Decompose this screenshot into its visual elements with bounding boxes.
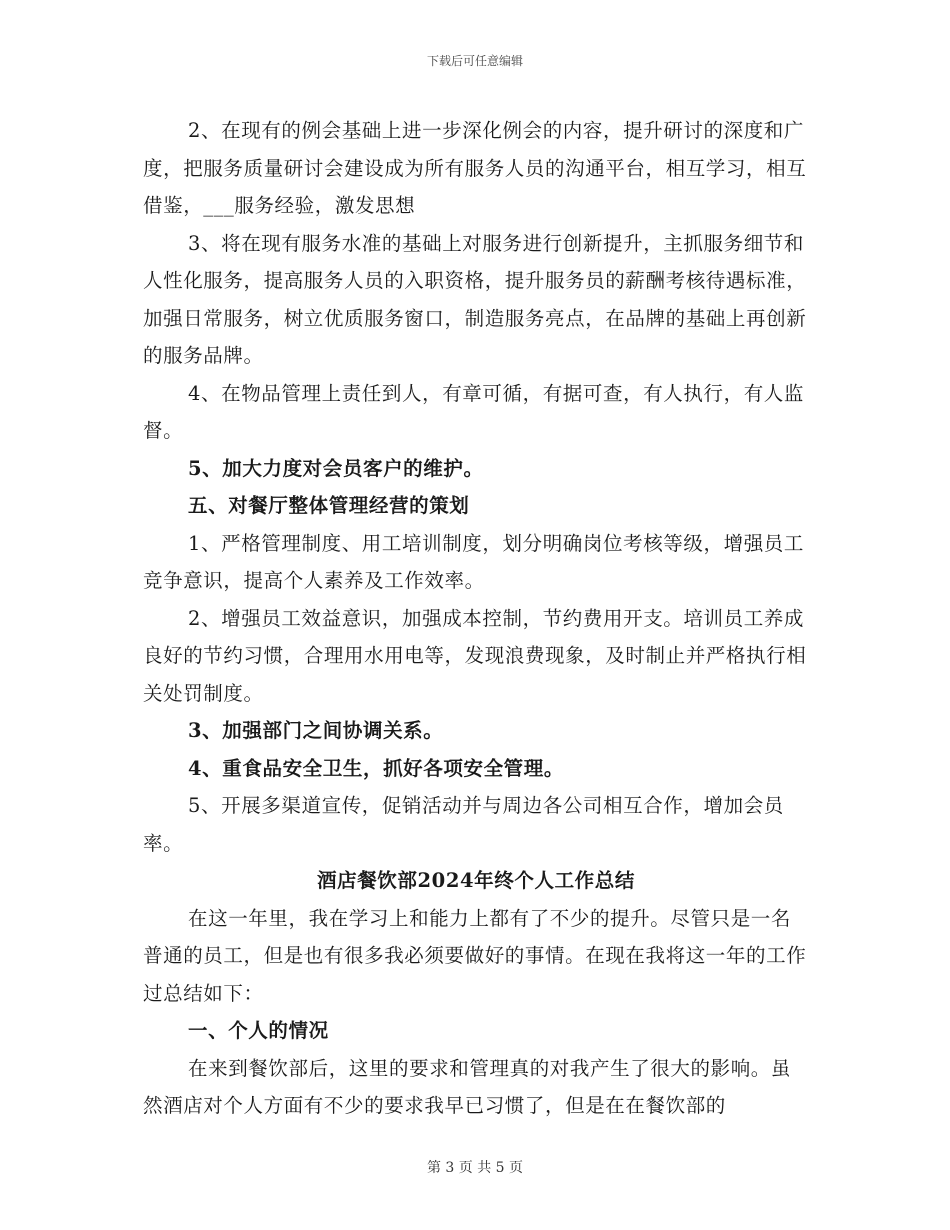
paragraph: 在这一年里，我在学习上和能力上都有了不少的提升。尽管只是一名普通的员工，但是也有很多我必须要做好的事情。在现在我将这一年的工作过总结如下： bbox=[143, 906, 807, 1005]
paragraph: 2、在现有的例会基础上进一步深化例会的内容，提升研讨的深度和广度，把服务质量研讨会建设成为所有服务人员的沟通平台，相互学习，相互借鉴，___服务经验，激发思想 bbox=[143, 119, 807, 217]
paragraph: 3、加强部门之间协调关系。 bbox=[188, 719, 444, 742]
paragraph: 5、加大力度对会员客户的维护。 bbox=[188, 456, 484, 480]
paragraph: 3、将在现有服务水准的基础上对服务进行创新提升，主抓服务细节和人性化服务，提高服务人员的入职资格，提升服务员的薪酬考核待遇标准，加强日常服务，树立优质服务窗口，制造服务亮点，在品牌的基础上再创新的服务品牌。 bbox=[143, 231, 807, 367]
paragraph: 5、开展多渠道宣传，促销活动并与周边各公司相互合作，增加会员率。 bbox=[143, 794, 784, 855]
document-title: 酒店餐饮部2024年终个人工作总结 bbox=[317, 869, 635, 892]
paragraph: 2、增强员工效益意识，加强成本控制，节约费用开支。培训员工养成良好的节约习惯，合理用水用电等，发现浪费现象，及时制止并严格执行相关处罚制度。 bbox=[143, 606, 807, 705]
section-heading: 一、个人的情况 bbox=[188, 1019, 329, 1042]
paragraph: 在来到餐饮部后，这里的要求和管理真的对我产生了很大的影响。虽然酒店对个人方面有不少的要求我早已习惯了，但是在在餐饮部的 bbox=[143, 1056, 792, 1117]
section-heading: 五、对餐厅整体管理经营的策划 bbox=[188, 494, 470, 517]
paragraph: 1、严格管理制度、用工培训制度，划分明确岗位考核等级，增强员工竞争意识，提高个人素养及工作效率。 bbox=[143, 531, 805, 592]
paragraph: 4、在物品管理上责任到人，有章可循，有据可查，有人执行，有人监督。 bbox=[143, 381, 805, 442]
page-header: 下载后可任意编辑 bbox=[426, 54, 523, 68]
page-footer: 第 3 页 共 5 页 bbox=[426, 1160, 524, 1176]
paragraph: 4、重食品安全卫生，抓好各项安全管理。 bbox=[188, 756, 564, 780]
document-body bbox=[143, 112, 809, 1125]
